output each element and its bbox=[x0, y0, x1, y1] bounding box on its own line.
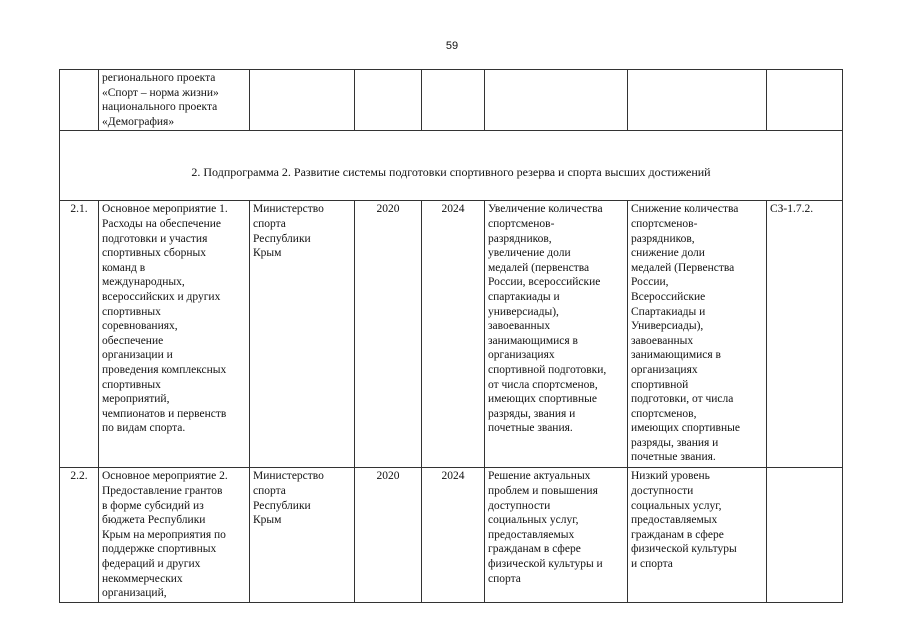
cell-end bbox=[422, 70, 485, 131]
subprogram-header-row bbox=[60, 131, 843, 201]
page-number: 59 bbox=[445, 40, 459, 52]
cell-name bbox=[99, 70, 250, 131]
executor bbox=[250, 201, 355, 468]
indicator: СЗ-1.7.2. bbox=[767, 201, 843, 468]
expected-result bbox=[485, 201, 628, 468]
expected-result bbox=[485, 468, 628, 602]
cell-start bbox=[355, 70, 422, 131]
consequences-text: Снижение количества спортсменов- разрядников, снижение доли медалей (Первенства России, Всероссийские Спартакиады и Универсиады), завоеванных занимающимися в организациях спортивной подготовки, от числа спортсменов, имеющих спортивные разряды, звания и почетные звания. bbox=[631, 203, 740, 464]
expected-result-text: Решение актуальных проблем и повышения доступности социальных услуг, предоставляемых гражданам в сфере физической культуры и спорта bbox=[488, 470, 603, 585]
table-row-continued bbox=[60, 70, 843, 131]
cell-expected-result bbox=[485, 70, 628, 131]
table-row bbox=[60, 201, 843, 468]
measure-name bbox=[99, 468, 250, 602]
cell-consequences bbox=[628, 70, 767, 131]
consequences bbox=[628, 201, 767, 468]
executor-text: Министерство спорта Республики Крым bbox=[253, 470, 324, 527]
start-year: 2020 bbox=[355, 468, 422, 602]
measures-table bbox=[59, 69, 843, 603]
measure-name-text: Основное мероприятие 1. Расходы на обеспечение подготовки и участия спортивных сборных команд в международных, всероссийских и других спортивных соревнованиях, обеспечение организации и проведения комплексных спортивных мероприятий, чемпионатов и первенств по видам спорта. bbox=[102, 203, 228, 435]
measure-name-text: Основное мероприятие 2. Предоставление грантов в форме субсидий из бюджета Республики Крым на мероприятия по поддержке спортивных федераций и других некоммерческих организаций, bbox=[102, 470, 228, 600]
subprogram-header: 2. Подпрограмма 2. Развитие системы подготовки спортивного резерва и спорта высших достижений bbox=[60, 131, 843, 201]
executor bbox=[250, 468, 355, 602]
cell-executor bbox=[250, 70, 355, 131]
cell-num bbox=[60, 70, 99, 131]
table-row bbox=[60, 468, 843, 602]
end-year: 2024 bbox=[422, 201, 485, 468]
row-number: 2.2. bbox=[60, 468, 99, 602]
indicator bbox=[767, 468, 843, 602]
row-number: 2.1. bbox=[60, 201, 99, 468]
continued-name-text: регионального проекта «Спорт – норма жизни» национального проекта «Демография» bbox=[102, 72, 219, 128]
consequences bbox=[628, 468, 767, 602]
measure-name bbox=[99, 201, 250, 468]
start-year: 2020 bbox=[355, 201, 422, 468]
end-year: 2024 bbox=[422, 468, 485, 602]
expected-result-text: Увеличение количества спортсменов- разрядников, увеличение доли медалей (первенства России, всероссийские спартакиады и универсиады), завоеванных занимающимися в организациях спортивной подготовки, от числа спортсменов, имеющих спортивные разряды, звания и почетные звания. bbox=[488, 203, 607, 435]
consequences-text: Низкий уровень доступности социальных услуг, предоставляемых гражданам в сфере физической культуры и спорта bbox=[631, 470, 737, 570]
measures-table-wrapper bbox=[59, 69, 843, 603]
executor-text: Министерство спорта Республики Крым bbox=[253, 203, 324, 260]
cell-indicator bbox=[767, 70, 843, 131]
